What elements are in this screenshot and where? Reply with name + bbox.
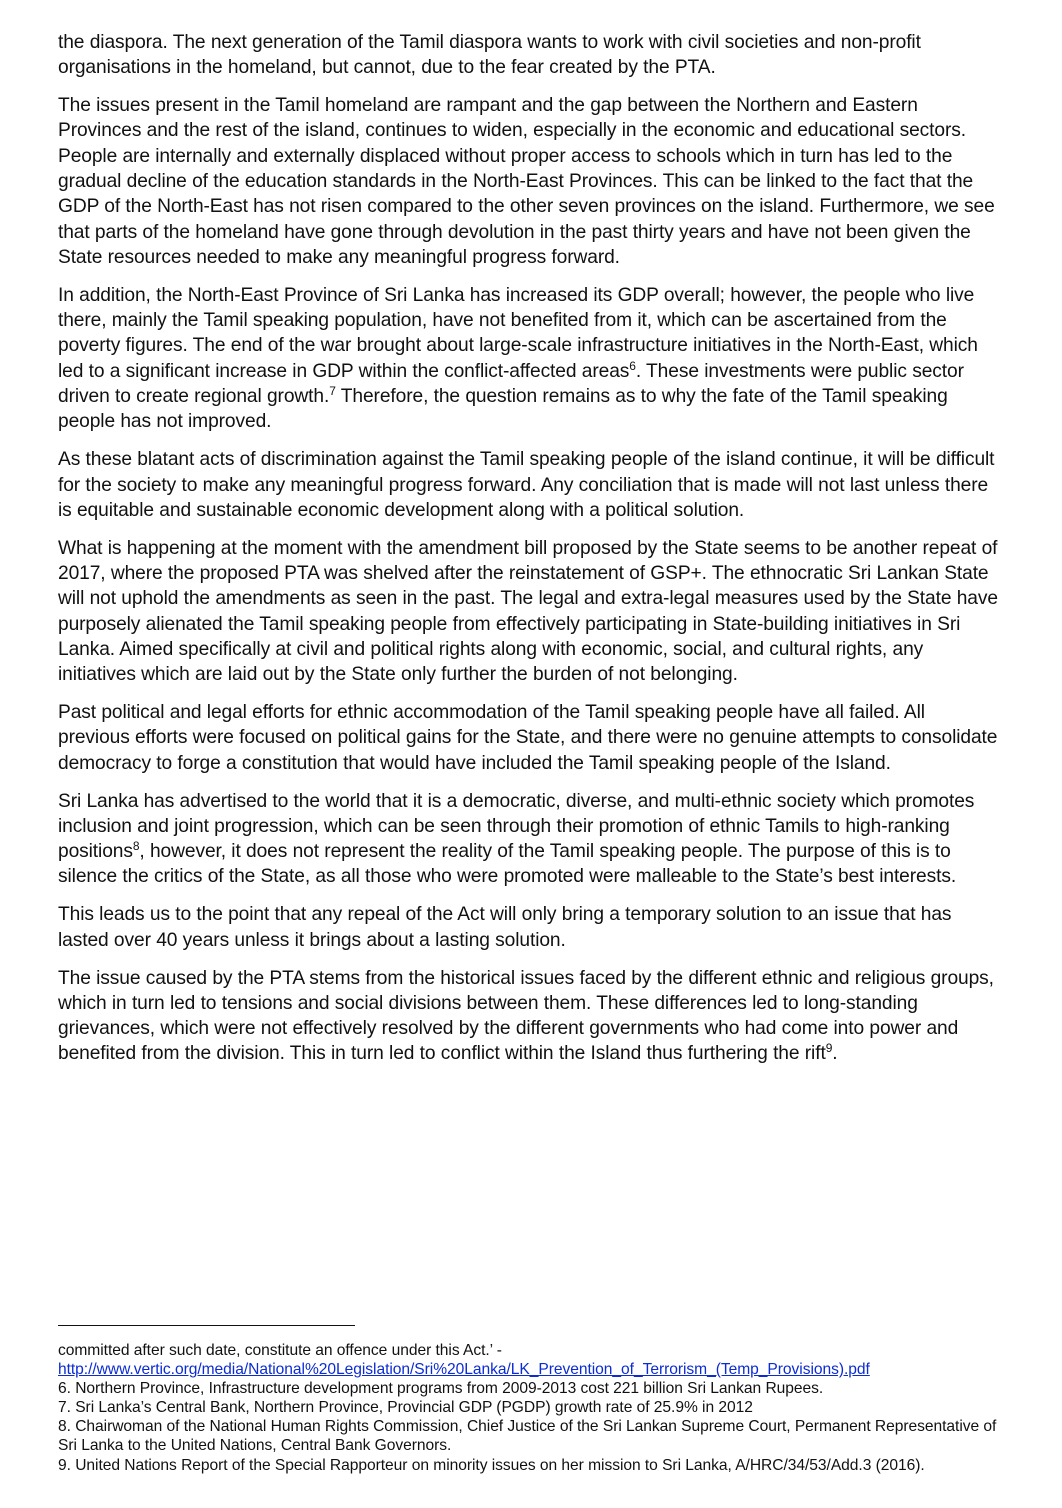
paragraph-amendment-bill: What is happening at the moment with the amendment bill proposed by the State seems to be another repeat of 2017, where the proposed PTA was shelved after the reinstatement of GSP+. The ethnocratic Sri Lankan State will not uphold the amendments as seen in the past. The legal and extra-legal measures used by the State have purposely alienated the Tamil speaking people from effectively participating in State-building initiatives in Sri Lanka. Aimed specifically at civil and political rights along with economic, social, and cultural rights, any initiatives which are laid out by the State only further the burden of not belonging.	[58, 537, 998, 686]
footnote-text: United Nations Report of the Special Rapporteur on minority issues on her mission to Sri Lanka, A/HRC/34/53/Add.3 (2016).	[75, 1456, 925, 1474]
footnote-8	[58, 1417, 1018, 1455]
paragraph-repeal: This leads us to the point that any repeal of the Act will only bring a temporary solution to an issue that has lasted over 40 years unless it brings about a lasting solution.	[58, 904, 952, 951]
paragraph-advertised-text-a: Sri Lanka has advertised to the world that it is a democratic, diverse, and multi-ethnic society which promotes inclusion and joint progression, which can be seen through their promotion of ethnic Tamils to high-ranking positions	[58, 790, 975, 863]
body-text	[58, 30, 998, 1079]
paragraph-homeland-issues: The issues present in the Tamil homeland are rampant and the gap between the Northern and Eastern Provinces and the rest of the island, continues to widen, especially in the economic and educational sectors. People are internally and externally displaced without proper access to schools which in turn has led to the gradual decline of the education standards in the North-East Provinces. This can be linked to the fact that the GDP of the North-East has not risen compared to the other seven provinces on the island. Furthermore, we see that parts of the homeland have gone through devolution in the past thirty years and have not been given the State resources needed to make any meaningful progress forward.	[58, 95, 995, 268]
paragraph-past-efforts: Past political and legal efforts for ethnic accommodation of the Tamil speaking people have all failed. All previous efforts were focused on political gains for the State, and there were no genuine attempts to consolidate democracy to forge a constitution that would have included the Tamil speaking people of the Island.	[58, 702, 998, 774]
paragraph-gdp-text-a: In addition, the North-East Province of Sri Lanka has increased its GDP overall; however, the people who live there, mainly the Tamil speaking population, have not benefited from it, which can be ascertained from the poverty figures. The end of the war brought about large-scale infrastructure initiatives in the North-East, which led to a significant increase in GDP within the conflict-affected areas	[58, 284, 978, 382]
footnotes	[58, 1341, 1018, 1475]
footnote-ref-8: 8	[132, 839, 140, 854]
footnote-separator	[58, 1325, 355, 1326]
footnote-text: Sri Lanka’s Central Bank, Northern Province, Provincial GDP (PGDP) growth rate of 25.9% in 2012	[75, 1399, 753, 1417]
footnote-number: 7.	[58, 1399, 71, 1417]
footnote-7	[58, 1398, 1018, 1417]
paragraph-discrimination: As these blatant acts of discrimination against the Tamil speaking people of the island continue, it will be difficult for the society to make any meaningful progress forward. Any conciliation that is made will not last unless there is equitable and sustainable economic development along with a political solution.	[58, 449, 995, 521]
footnote-number: 6.	[58, 1380, 71, 1398]
paragraph-pta-issue-text-a: The issue caused by the PTA stems from the historical issues faced by the different ethnic and religious groups, which in turn led to tensions and social divisions between them. These differences led to long-standing grievances, which were not effectively resolved by the different governments who had come into power and benefited from the division. This in turn led to conflict within the Island thus furthering the rift	[58, 967, 994, 1065]
footnote-text: Chairwoman of the National Human Rights Commission, Chief Justice of the Sri Lankan Supreme Court, Permanent Representative of Sri Lanka to the United Nations, Central Bank Governors.	[58, 1418, 997, 1455]
footnote-ref-7: 7	[329, 384, 336, 399]
footnote-6	[58, 1379, 1018, 1398]
paragraph-gdp-text-b: . These investments were public sector driven to create regional growth.	[58, 360, 964, 408]
footnote-continuation: committed after such date, constitute an offence under this Act.’ -	[58, 1342, 502, 1359]
footnote-ref-9: 9	[825, 1041, 833, 1056]
footnote-ref-6: 6	[629, 358, 636, 373]
footnote-9	[58, 1456, 1018, 1475]
footnote-text: Northern Province, Infrastructure development programs from 2009-2013 cost 221 billion Sri Lankan Rupees.	[75, 1380, 824, 1398]
paragraph-gdp	[58, 283, 998, 435]
paragraph-pta-issue	[58, 966, 998, 1067]
footnote-link-line	[58, 1360, 1018, 1379]
footnote-number: 8.	[58, 1418, 71, 1436]
paragraph-advertised-text-b: , however, it does not represent the reality of the Tamil speaking people. The purpose of this is to silence the critics of the State, as all those who were promoted were malleable to the State’s best interests.	[58, 841, 957, 888]
footnote-source-link[interactable]: http://www.vertic.org/media/National%20Legislation/Sri%20Lanka/LK_Prevention_of_Terrorism_(Temp_Provisions).pdf	[58, 1361, 870, 1379]
footnote-number: 9.	[58, 1456, 71, 1474]
paragraph-advertised	[58, 789, 998, 890]
paragraph-pta-issue-text-b: .	[832, 1043, 838, 1065]
paragraph-gdp-text-c: Therefore, the question remains as to why the fate of the Tamil speaking people has not improved.	[58, 386, 948, 433]
paragraph-diaspora: the diaspora. The next generation of the Tamil diaspora wants to work with civil societies and non-profit organisations in the homeland, but cannot, due to the fear created by the PTA.	[58, 32, 921, 79]
